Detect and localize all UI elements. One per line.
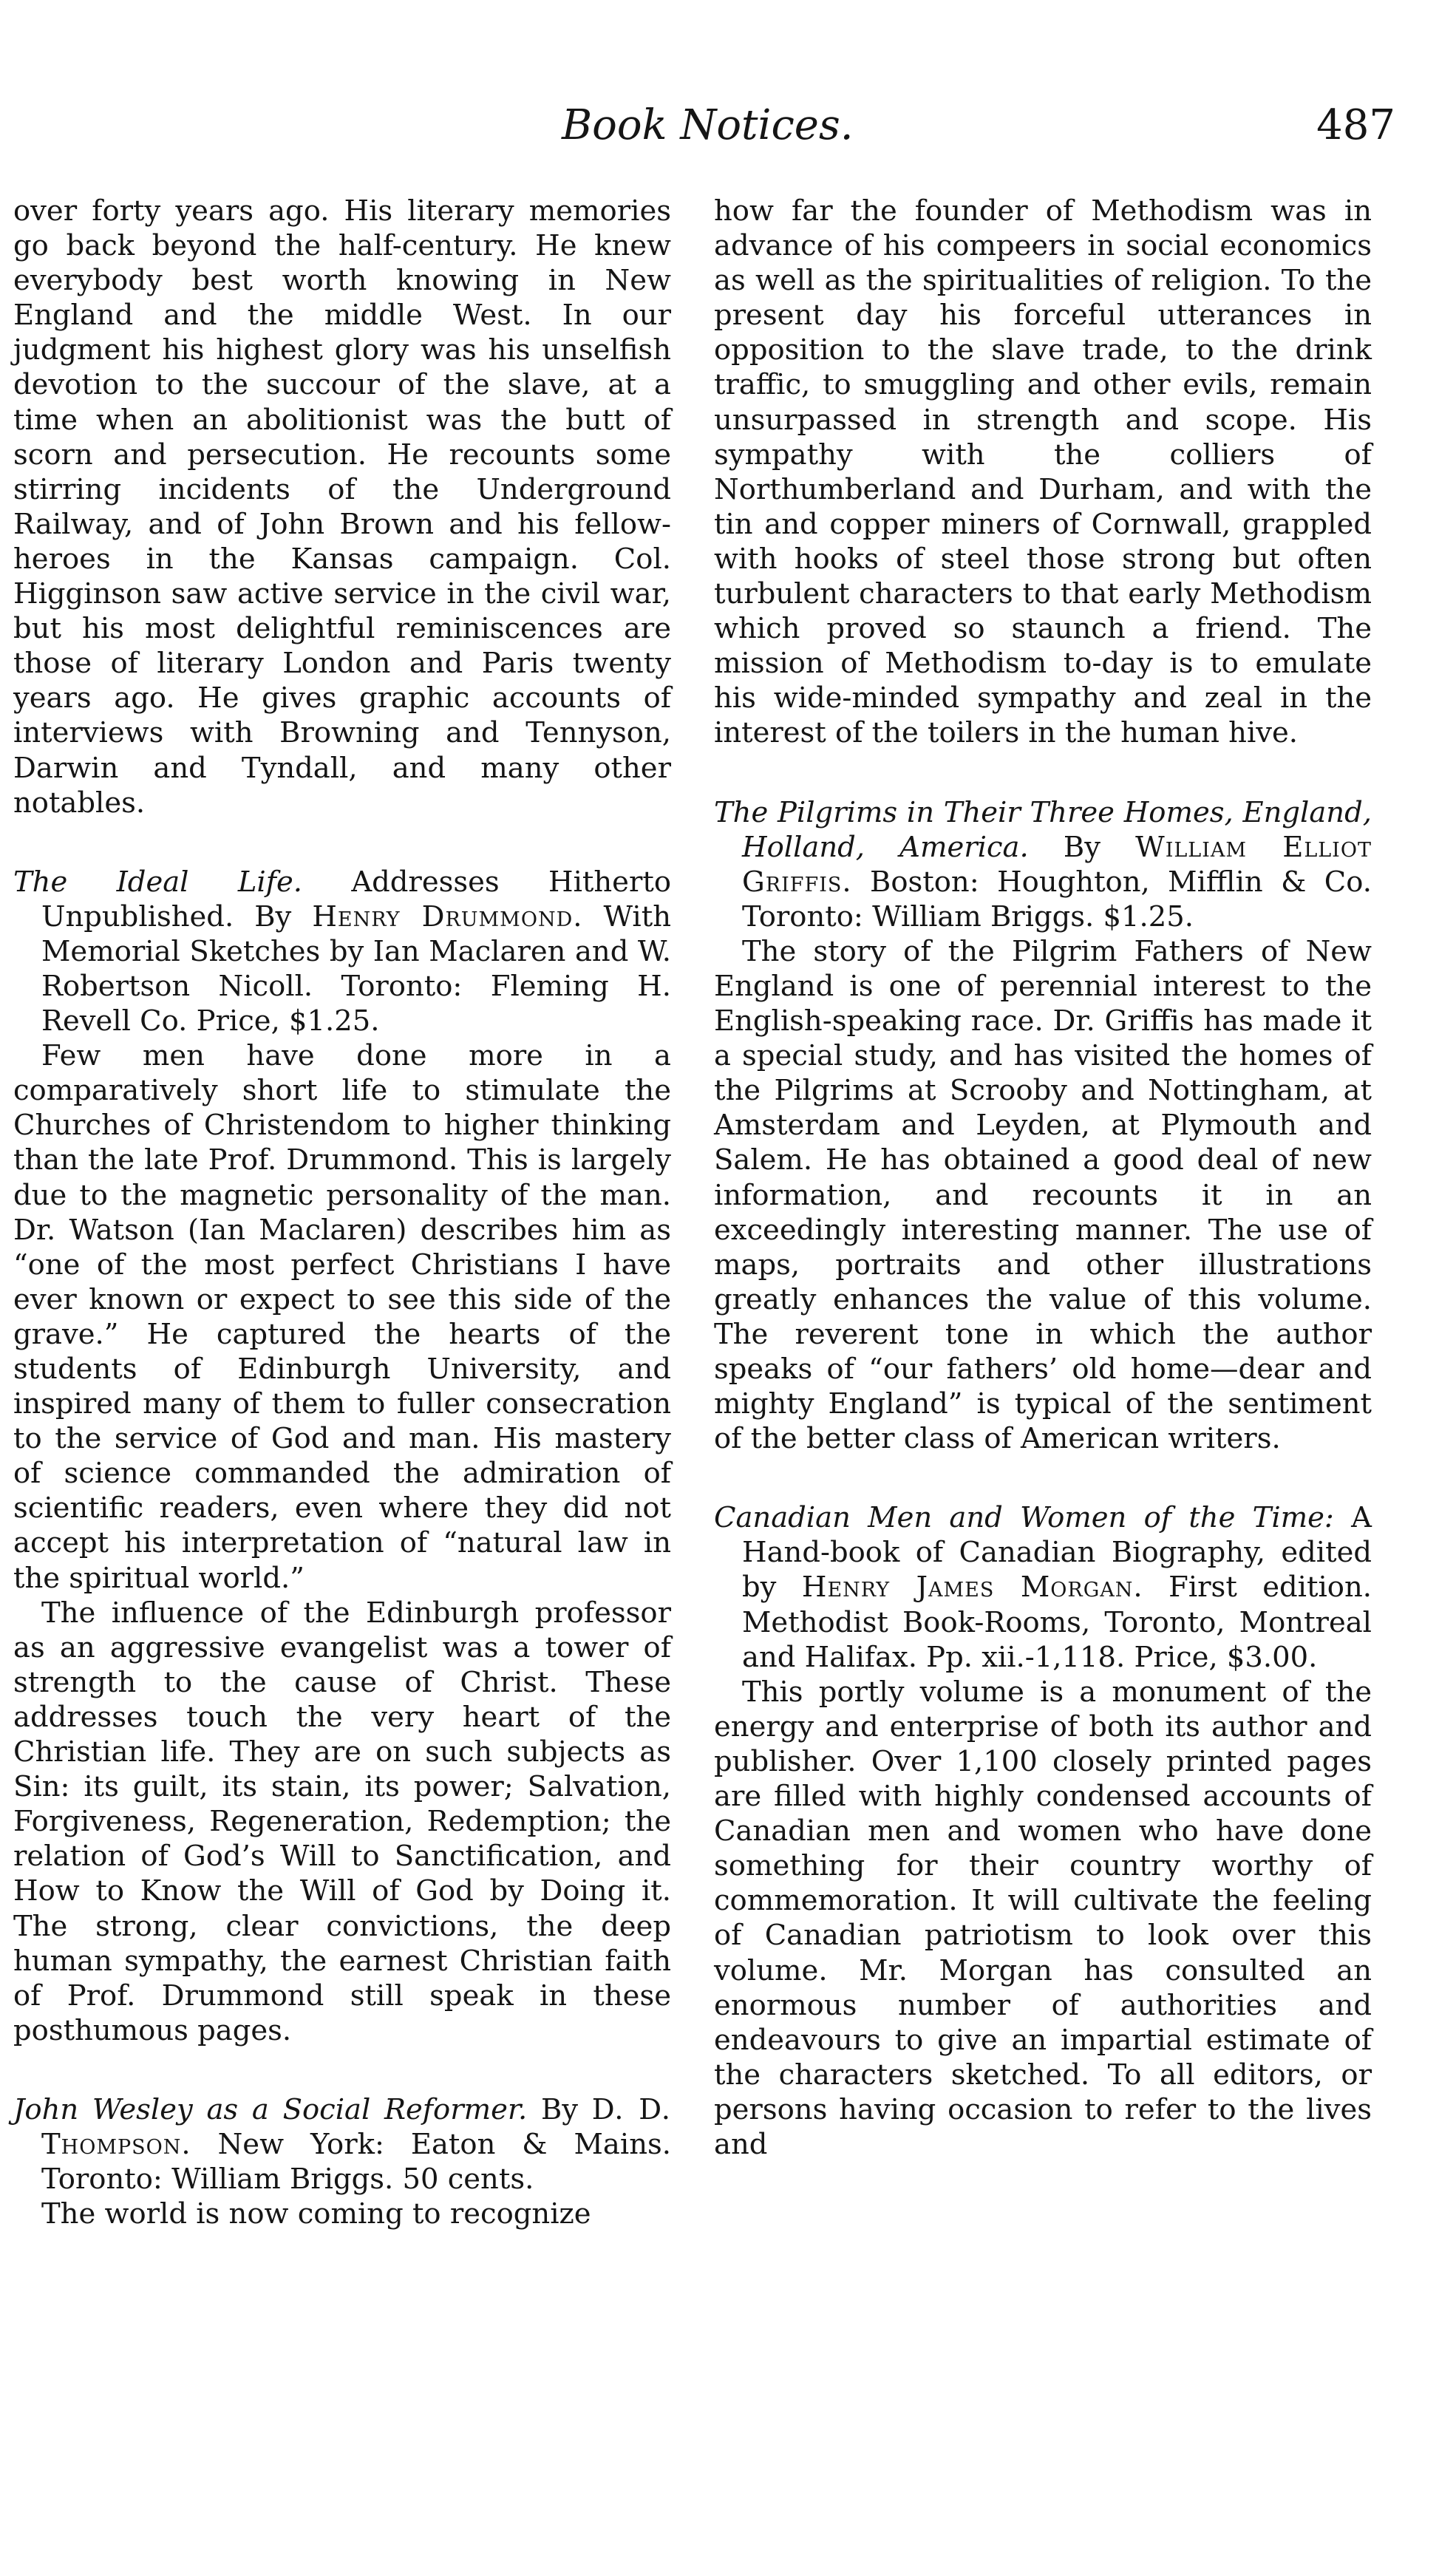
canadian-entry [714,1500,1372,1674]
wesley-publication: New York: Eaton & Mains. Toronto: William Briggs. 50 cents. [41,2127,671,2197]
page-header [0,96,1456,155]
pilgrims-entry [714,795,1372,934]
ideal-life-title: The Ideal Life. [13,865,302,899]
right-column [714,194,1372,2162]
ideal-life-author: Henry Drummond. [312,899,583,933]
wesley-author: D. D. Thompson. [41,2092,671,2161]
wesley-paragraph-start: The world is now coming to recognize [41,2197,591,2231]
canadian-desc: A Hand-book of Canadian Biography, edited by [742,1501,1372,1605]
wesley-title: John Wesley as a Social Reformer. [13,2092,528,2126]
ideal-life-desc: Addresses Hitherto Unpublished. By [41,865,672,933]
left-column [13,194,671,2231]
ideal-life-entry [13,865,671,1038]
ideal-life-publication: With Memorial Sketches by Ian Maclaren and W. Robertson Nicoll. Toronto: Fleming H. Revell Co. Price, $1.25. [41,899,672,1038]
ideal-life-paragraph-2: The influence of the Edinburgh professor as an aggressive evangelist was a tower of strength to the cause of Christ. These addresses touch the very heart of the Christian life. They are on such subjects as Sin: its guilt, its stain, its power; Salvation, Forgiveness, Regeneration, Redemption; the relation of God’s Will to Sanctification, and How to Know the Will of God by Doing it. The strong, clear convictions, the deep human sympathy, the earnest Christian faith of Prof. Drummond still speak in these posthumous pages. [13,1596,671,2047]
canadian-paragraph: This portly volume is a monument of the energy and enterprise of both its author and publisher. Over 1,100 closely printed pages are filled with highly condensed accounts of Canadian men and women who have done something for their country worthy of commemoration. It will cultivate the feeling of Canadian patriotism to look over this volume. Mr. Morgan has consulted an enormous number of authorities and endeavours to give an impartial estimate of the characters sketched. To all editors, or persons having occasion to refer to the lives and [714,1675,1372,2161]
pilgrims-desc: By [1028,830,1136,864]
page-number: 487 [1316,101,1395,149]
pilgrims-title: The Pilgrims in Their Three Homes, England, Holland, America. [714,795,1372,864]
canadian-title: Canadian Men and Women of the Time: [714,1501,1334,1535]
wesley-paragraph-continuation: how far the founder of Methodism was in advance of his compeers in social economics as well as the spiritualities of religion. To the present day his forceful utterances in opposition to the slave trade, to the drink traffic, to smuggling and other evils, remain unsurpassed in strength and scope. His sympathy with the colliers of Northumberland and Durham, and with the tin and copper miners of Cornwall, grappled with hooks of steel those strong but often turbulent characters to that early Methodism which proved so staunch a friend. The mission of Methodism to-day is to emulate his wide-minded sympathy and zeal in the interest of the toilers in the human hive. [714,194,1372,750]
wesley-desc: By [527,2092,592,2126]
running-title: Book Notices. [562,101,854,149]
pilgrims-author: William Elliot Griffis. [742,830,1372,899]
ideal-life-paragraph-1: Few men have done more in a comparatively short life to stimulate the Churches of Christendom to higher thinking than the late Prof. Drummond. This is largely due to the magnetic personality of the man. Dr. Watson (Ian Maclaren) describes him as “one of the most perfect Christians I have ever known or expect to see this side of the grave.” He captured the hearts of the students of Edinburgh University, and inspired many of them to fuller consecration to the service of God and man. His mastery of science commanded the admiration of scientific readers, even where they did not accept his interpretation of “natural law in the spiritual world.” [13,1039,671,1595]
canadian-author: Henry James Morgan. [801,1571,1143,1605]
higginson-review-continuation: over forty years ago. His literary memories go back beyond the half-century. He knew everybody best worth knowing in New England and the middle West. In our judgment his highest glory was his unselfish devotion to the succour of the slave, at a time when an abolitionist was the butt of scorn and persecution. He recounts some stirring incidents of the Underground Railway, and of John Brown and his fellow-heroes in the Kansas campaign. Col. Higginson saw active service in the civil war, but his most delightful reminiscences are those of literary London and Paris twenty years ago. He gives graphic accounts of interviews with Browning and Tennyson, Darwin and Tyndall, and many other notables. [13,194,671,820]
pilgrims-paragraph: The story of the Pilgrim Fathers of New England is one of perennial interest to the English-speaking race. Dr. Griffis has made it a special study, and has visited the homes of the Pilgrims at Scrooby and Nottingham, at Amsterdam and Leyden, at Plymouth and Salem. He has obtained a good deal of new information, and recounts it in an exceedingly interesting manner. The use of maps, portraits and other illustrations greatly enhances the value of this volume. The reverent tone in which the author speaks of “our fathers’ old home—dear and mighty England” is typical of the sentiment of the better class of American writers. [714,934,1372,1456]
canadian-publication: First edition. Methodist Book-Rooms, Toronto, Montreal and Halifax. Pp. xii.-1,118. Price, $3.00. [742,1571,1372,1674]
pilgrims-publication: Boston: Houghton, Mifflin & Co. Toronto: William Briggs. $1.25. [742,865,1372,933]
wesley-entry [13,2092,671,2197]
